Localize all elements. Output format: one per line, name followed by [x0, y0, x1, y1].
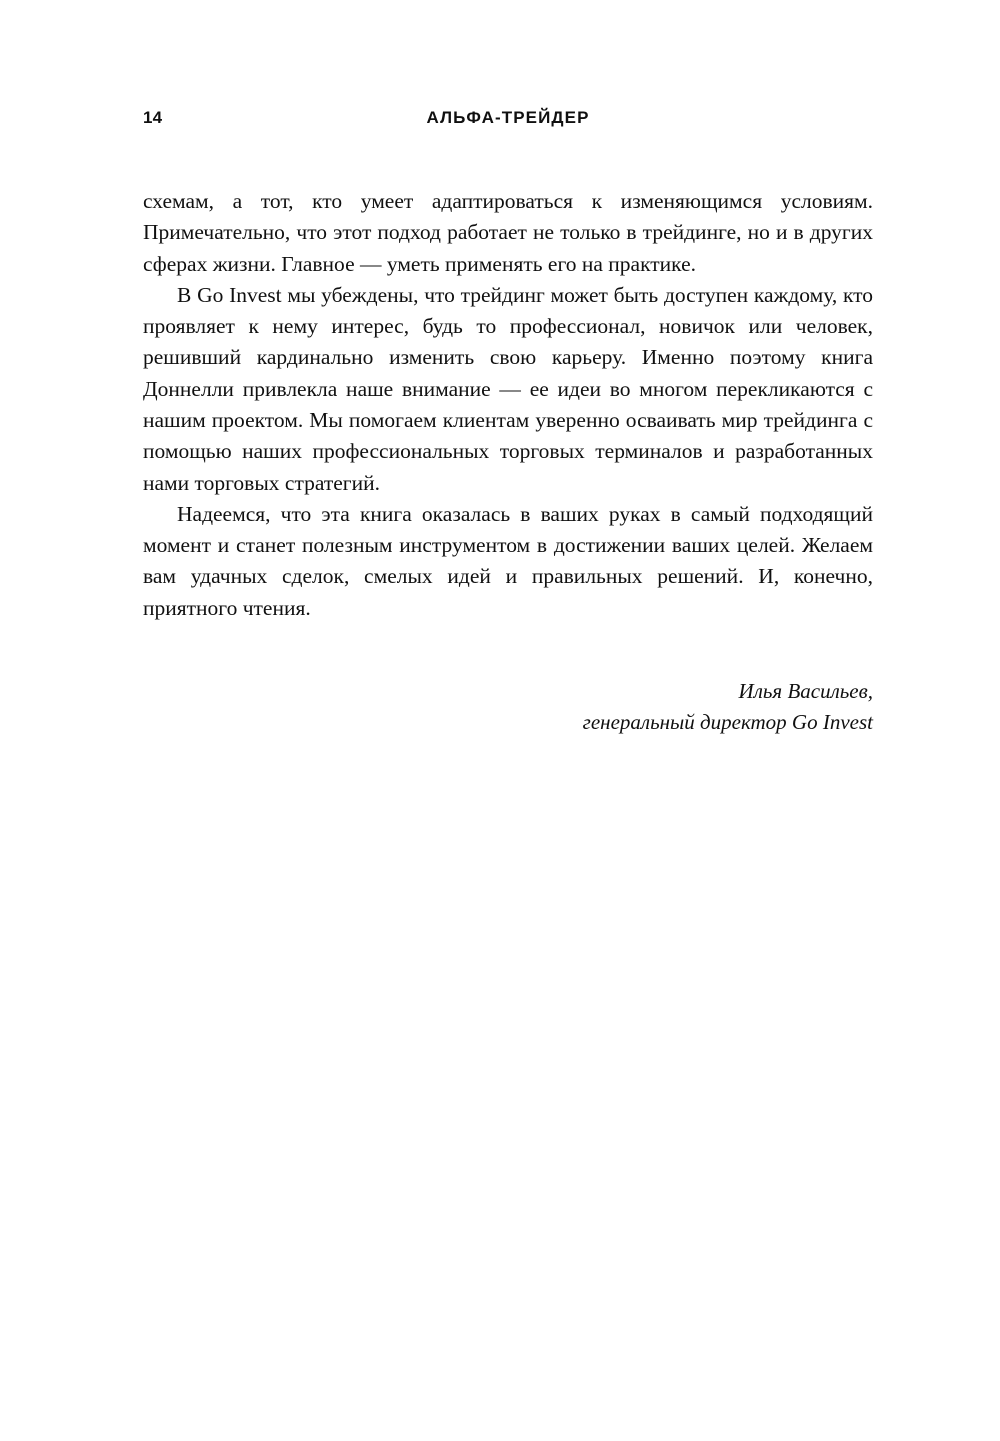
signature-name: Илья Васильев,: [738, 678, 873, 703]
book-title: АЛЬФА-ТРЕЙДЕР: [426, 108, 590, 127]
page-number: 14: [143, 108, 163, 127]
body-text: [143, 186, 873, 624]
paragraph-2: В Go Invest мы убеждены, что трейдинг может быть доступен каждому, кто проявляет к нему интерес, будь то профессионал, новичок или человек, решивший кардинально изменить свою карьеру. Именно поэтому книга Доннелли привлекла наше внимание — ее идеи во многом перекликаются с нашим проектом. Мы помогаем клиентам уверенно осваивать мир трейдинга с помощью наших профессиональных торговых терминалов и разработанных нами торговых стратегий.: [143, 282, 873, 495]
signature-block: [143, 676, 873, 739]
paragraph-3: Надеемся, что эта книга оказалась в ваших руках в самый подходящий момент и станет полезным инструментом в достижении ваших целей. Желаем вам удачных сделок, смелых идей и правильных решений. И, конечно, приятного чтения.: [143, 501, 873, 620]
signature-role: генеральный директор Go Invest: [582, 710, 873, 735]
paragraph-1: схемам, а тот, кто умеет адаптироваться к изменяющимся условиям. Примечательно, что этот подход работает не только в трейдинге, но и в других сферах жизни. Главное — уметь применять его на практике.: [143, 189, 873, 276]
running-head: [143, 108, 873, 168]
page-content: [143, 0, 873, 1441]
